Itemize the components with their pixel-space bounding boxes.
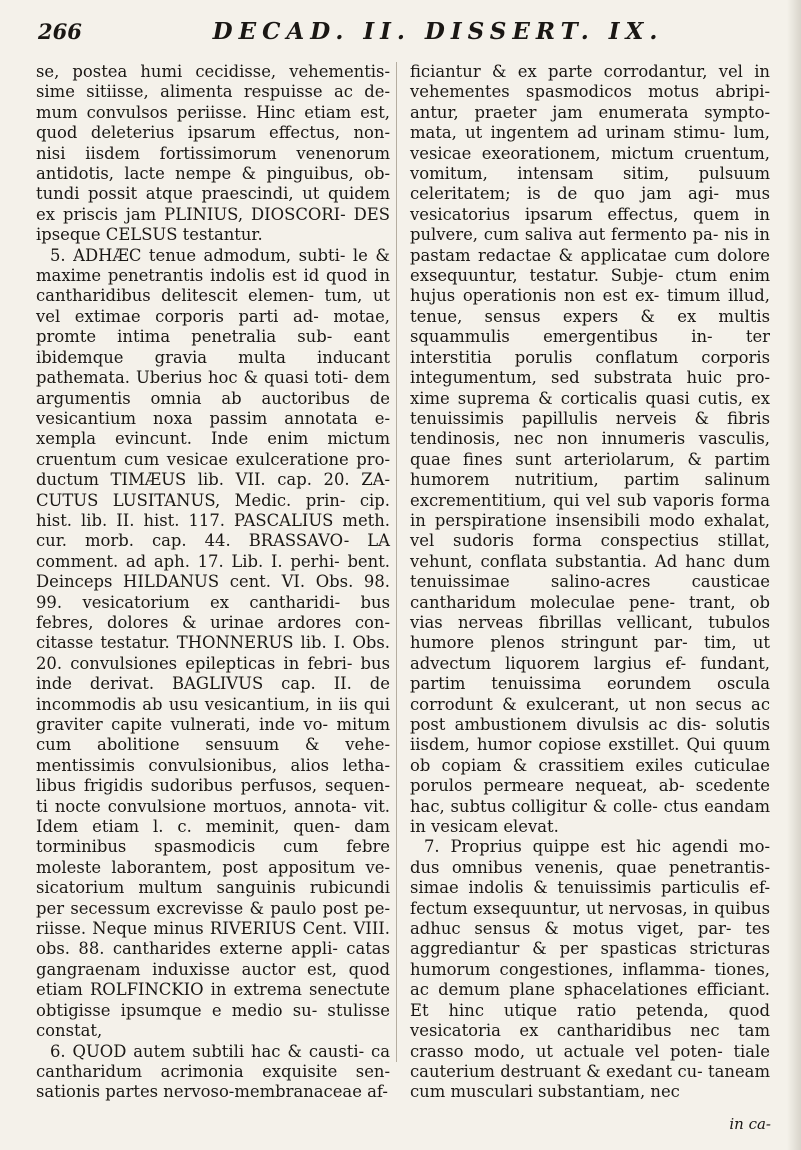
column-divider <box>396 62 397 1062</box>
running-title: DECAD. II. DISSERT. IX. <box>212 18 664 45</box>
page-header <box>38 18 778 54</box>
left-column <box>36 62 390 1103</box>
page-spine-shadow <box>787 0 801 1150</box>
catchword: in ca- <box>729 1115 771 1133</box>
paragraph-7: 7. Proprius quippe est hic agendi mo- dus omnibus venenis, quae penetrantis- simae indolis & tenuissimis particulis ef- fectum exsequuntur, ut nervosas, in quibus adhuc sensus & motus viget, par- tes aggrediantur & per spasticas stricturas humorum congestiones, inflamma- tiones, ac demum plane sphacelationes efficiant. Et hinc utique ratio petenda, quod vesicatoria ex cantharidibus nec tam crasso modo, ut actuale vel poten- tiale cauterium destruant & exedant cu- taneam cum musculari substantiam, nec <box>410 837 770 1102</box>
paragraph-6-continued: ficiantur & ex parte corrodantur, vel in vehementes spasmodicos motus abripi- antur, praeter jam enumerata sympto- mata, ut ingentem ad urinam stimu- lum, vesicae exeorationem, mictum cruentum, vomitum, intensam sitim, pulsuum celeritatem; is de quo jam agi- mus vesicatorius ipsarum effectus, quem in pulvere, cum saliva aut fermento pa- nis in pastam redactae & applicatae cum dolore exsequuntur, testatur. Subje- ctum enim hujus operationis non est ex- timum illud, tenue, sensus expers & ex multis squammulis emergentibus in- ter interstitia porulis conflatum corporis integumentum, sed substrata huic pro- xime suprema & corticalis quasi cutis, ex tenuissimis papillulis nerveis & fibris tendinosis, nec non innumeris vasculis, quae fines sunt arteriolarum, & partim humorem nutritium, partim salinum excrementitium, qui vel sub vaporis forma in perspiratione insensibili modo exhalat, vel sudoris forma conspectius stillat, vehunt, conflata substantia. Ad hanc dum tenuissimae salino-acres causticae cantharidum moleculae pene- trant, ob vias nerveas fibrillas vellicant, tubulos humore plenos stringunt par- tim, ut advectum liquorem largius ef- fundant, partim tenuissima eorundem osculа corrodunt & exulcerant, ut non secus ac post ambustionem divulsis ac dis- solutis iisdem, humor copiose exstillet. Qui quum ob copiam & crassitiem exiles cuticulae porulos permeare nequeat, ab- scedente hac, subtus colligitur & colle- ctus eandam in vesicam elevat. <box>410 62 770 837</box>
paragraph-6-start: 6. QUOD autem subtili hac & causti- ca cantharidum acrimonia exquisite sen- sationis partes nervoso-membranaceae af- <box>36 1041 390 1102</box>
paragraph-5: 5. ADHÆC tenue admodum, subti- le & maxime penetrantis indolis est id quod in cantharidibus delitescit elemen- tum, ut vel extimae corporis parti ad- motae, promte intima penetralia sub- eant ibidemque gravia multa inducant pathemata. Uberius hoc & quasi toti- dem argumentis omnia ab auctoribus de vesicantium noxa passim annotata e- xempla evincunt. Inde enim mictum cruentum cum vesicae exulceratione pro- ductum TIMÆUS lib. VII. cap. 20. ZA- CUTUS LUSITANUS, Medic. prin- cip. hist. lib. II. hist. 117. PASCALIUS meth. cur. morb. cap. 44. BRASSAVO- LA comment. ad aph. 17. Lib. I. perhi- bent. Deinceps HILDANUS cent. VI. Obs. 98. 99. vesicatorium ex cantharidi- bus febres, dolores & urinae ardores con- citasse testatur. THONNERUS lib. I. Obs. 20. convulsiones epilepticas in febri- bus inde derivat. BAGLIVUS cap. II. de incommodis ab usu vesicantium, in iis qui graviter capite vulnerati, inde vo- mitum cum abolitione sensuum & vehe- mentissimis convulsionibus, alios letha- libus frigidis sudoribus perfusos, sequen- ti nocte convulsione mortuos, annota- vit. Idem etiam l. c. meminit, quen- dam torminibus spasmodicis cum febre moleste laborantem, post appositum ve- sicatorium multum sanguinis rubicundi per secessum excrevisse & paulo post pe- riisse. Neque minus RIVERIUS Cent. VIII. obs. 88. cantharides externe appli- catas gangraenam induxisse auctor est, quod etiam ROLFINCKIO in extrema senectute obtigisse ipsumque e medio su- stulisse constat, <box>36 245 390 1041</box>
right-column <box>410 62 770 1103</box>
page-number: 266 <box>38 19 82 44</box>
paragraph-4-end: se, postea humi cecidisse, vehementis- sime sitiisse, alimenta respuisse ac de- mum convulsos periisse. Hinc etiam est, quod deleterius ipsarum effectus, non- nisi iisdem fortissimorum venenorum antidotis, lacte nempe & pinguibus, ob- tundi possit atque praescindi, ut quidem ex priscis jam PLINIUS, DIOSCORI- DES ipseque CELSUS testantur. <box>36 62 390 245</box>
